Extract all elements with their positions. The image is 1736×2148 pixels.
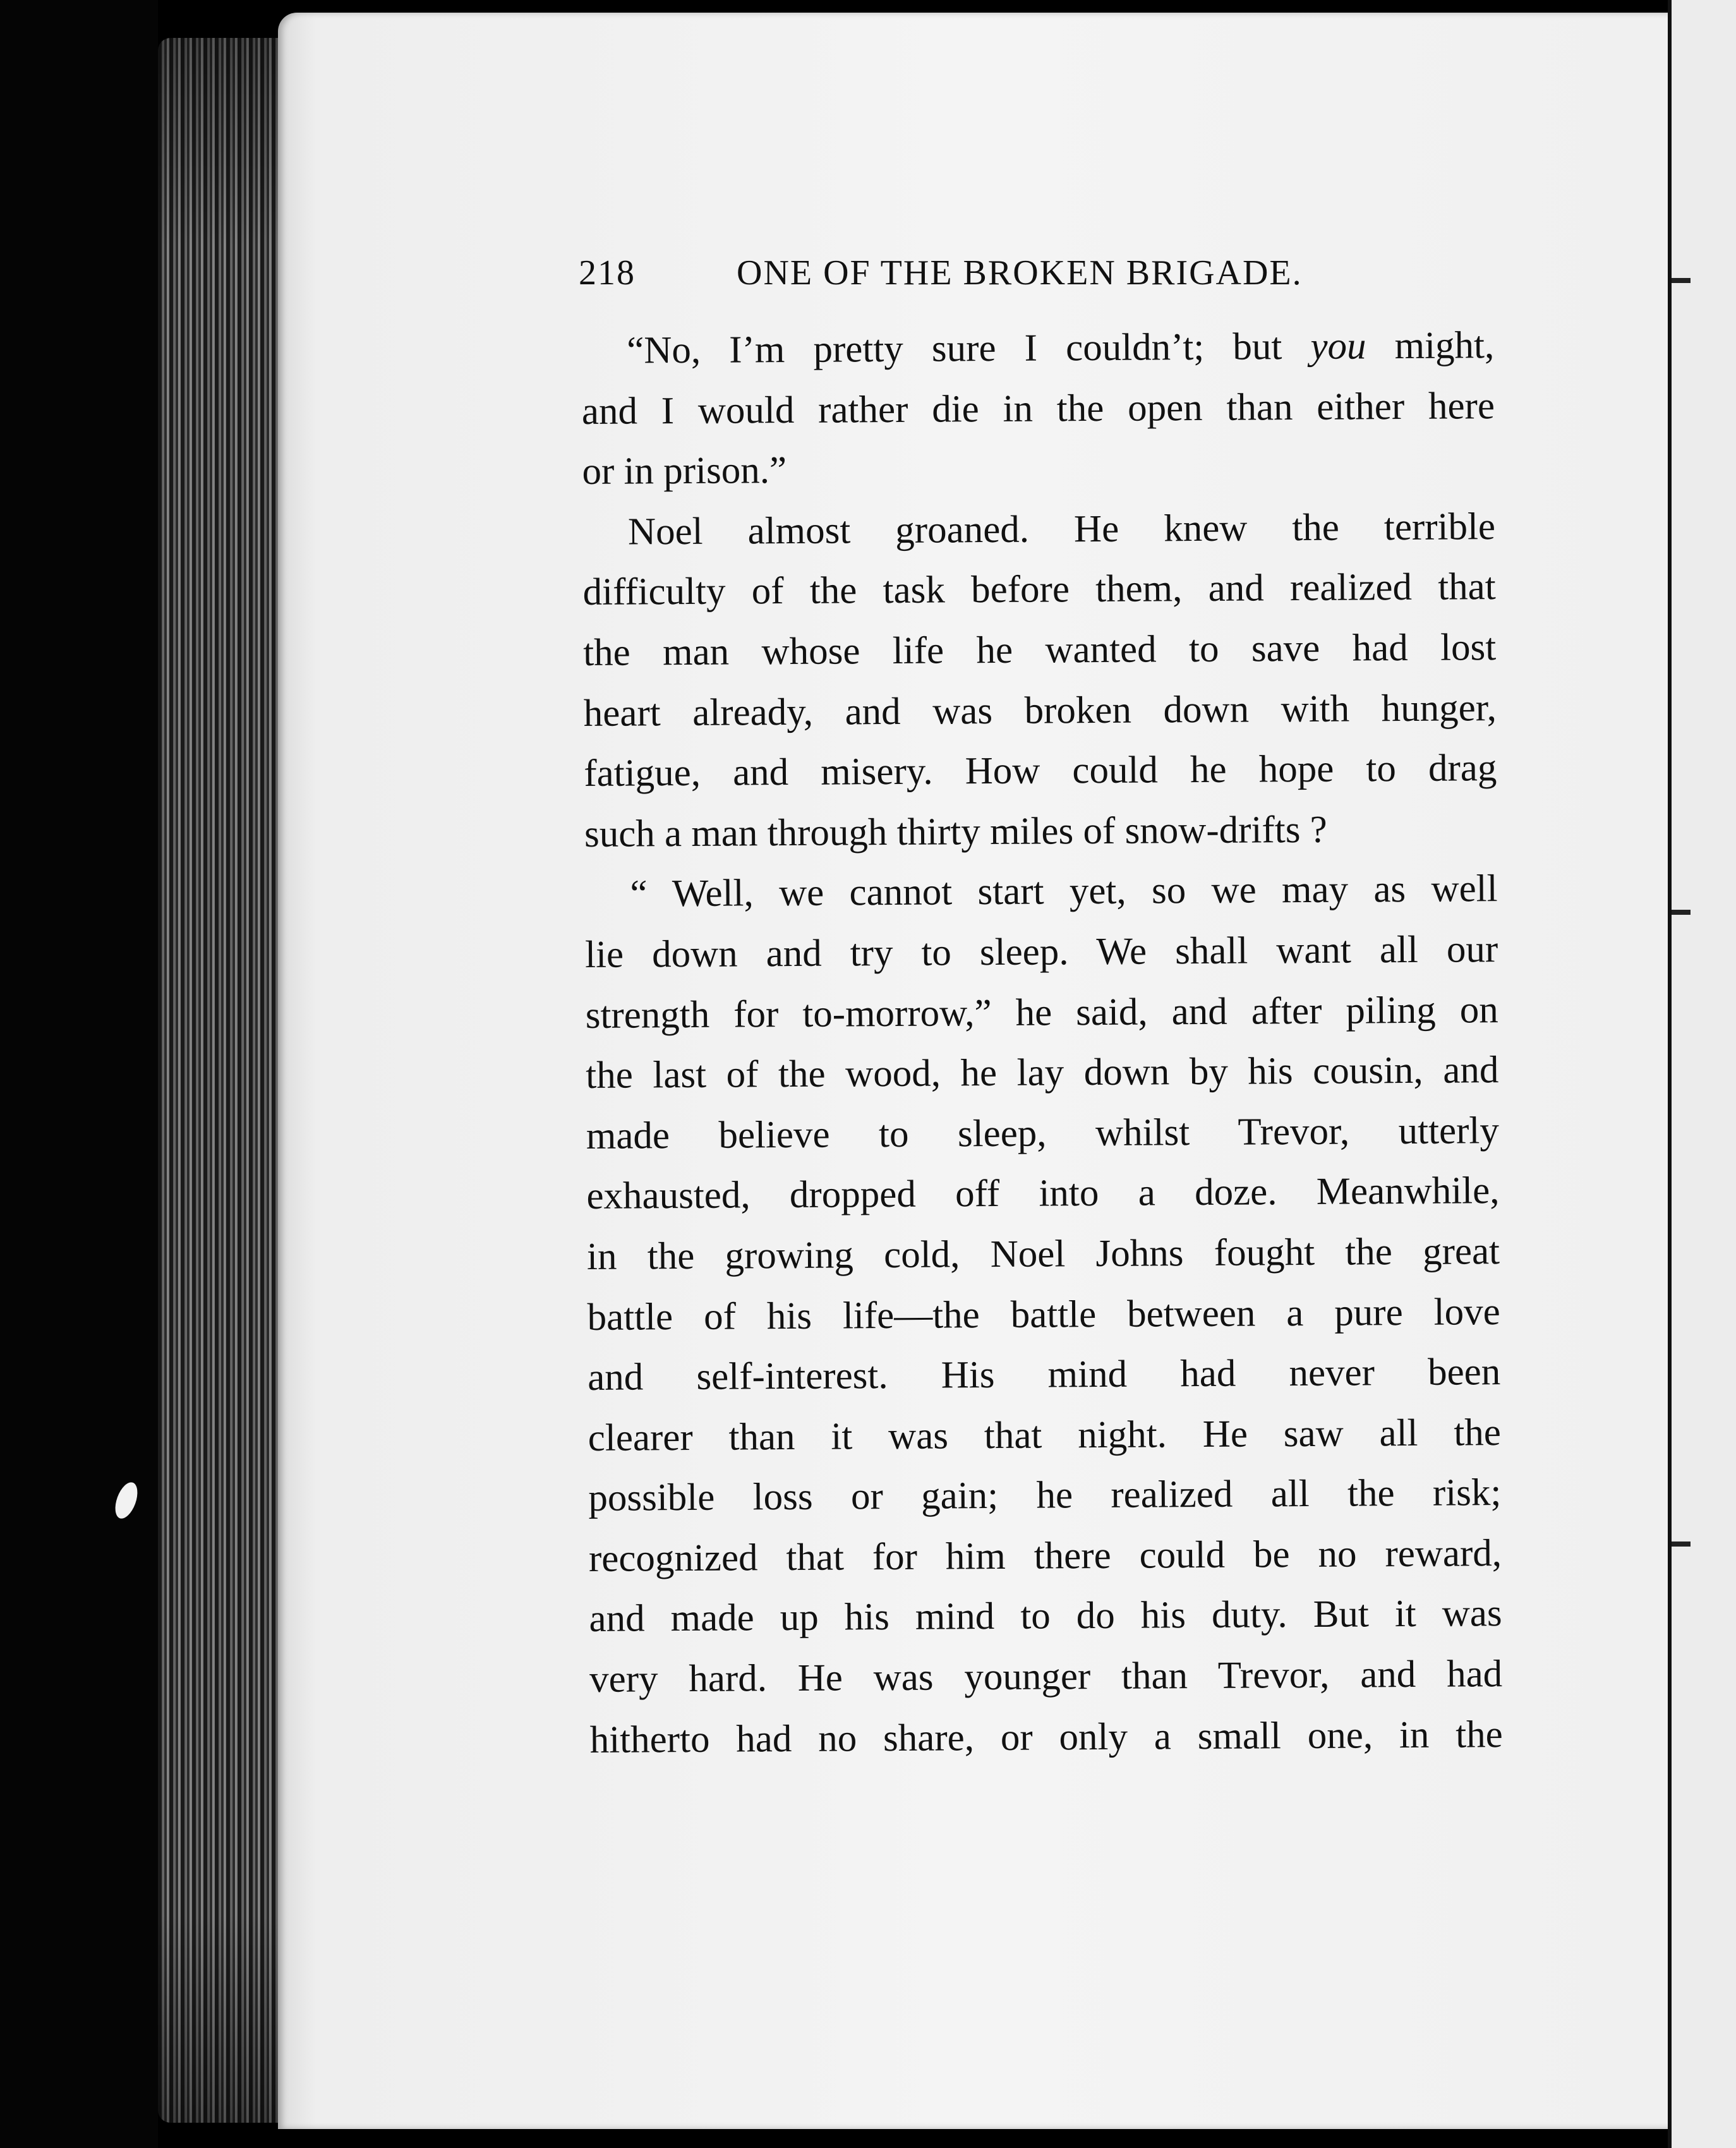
text-line: made believe to sleep, whilst Trevor, utterly [586, 1109, 1500, 1157]
text-line: such a man through thirty miles of snow-drifts ? [584, 808, 1327, 855]
text-line: hitherto had no share, or only a small one, in the [589, 1713, 1503, 1761]
text-line: recognized that for him there could be no reward, [588, 1532, 1502, 1580]
text-line: and made up his mind to do his duty. But it was [589, 1592, 1502, 1641]
text-line: fatigue, and misery. How could he hope to drag [584, 747, 1497, 795]
text-line: the last of the wood, he lay down by his cousin, and [586, 1049, 1499, 1097]
edge-mark [1672, 910, 1691, 915]
text-line: “No, I’m pretty sure I couldn’t; but you might, [627, 324, 1495, 372]
text-line: strength for to-morrow,” he said, and after piling on [585, 988, 1498, 1037]
text-line: exhausted, dropped off into a doze. Meanwhile, [586, 1169, 1500, 1218]
text-line: battle of his life—the battle between a pure love [587, 1290, 1500, 1339]
text-line: and self-interest. His mind had never been [588, 1351, 1501, 1399]
running-title: ONE OF THE BROKEN BRIGADE. [737, 253, 1303, 293]
text-line: or in prison.” [582, 449, 787, 493]
text-line: lie down and try to sleep. We shall want all our [584, 928, 1498, 976]
text-line: “ Well, we cannot start yet, so we may as well [630, 867, 1498, 915]
page-number: 218 [579, 253, 636, 293]
edge-mark [1672, 1542, 1691, 1547]
body-text [581, 315, 1503, 1770]
text-line: very hard. He was younger than Trevor, and had [589, 1653, 1503, 1701]
running-header [579, 253, 1324, 297]
text-line: Noel almost groaned. He knew the terrible [627, 505, 1496, 553]
text-line: clearer than it was that night. He saw all the [588, 1411, 1502, 1459]
text-line: the man whose life he wanted to save had lost [583, 626, 1497, 674]
edge-mark [1672, 278, 1691, 283]
text-line: in the growing cold, Noel Johns fought the great [586, 1230, 1500, 1278]
text-line: difficulty of the task before them, and realized that [582, 565, 1496, 614]
book-spine [0, 0, 158, 2148]
text-line: possible loss or gain; he realized all the risk; [588, 1471, 1502, 1520]
facing-page-edge [1668, 0, 1736, 2148]
text-line: and I would rather die in the open than either here [581, 384, 1495, 433]
text-line: heart already, and was broken down with hunger, [583, 686, 1497, 735]
